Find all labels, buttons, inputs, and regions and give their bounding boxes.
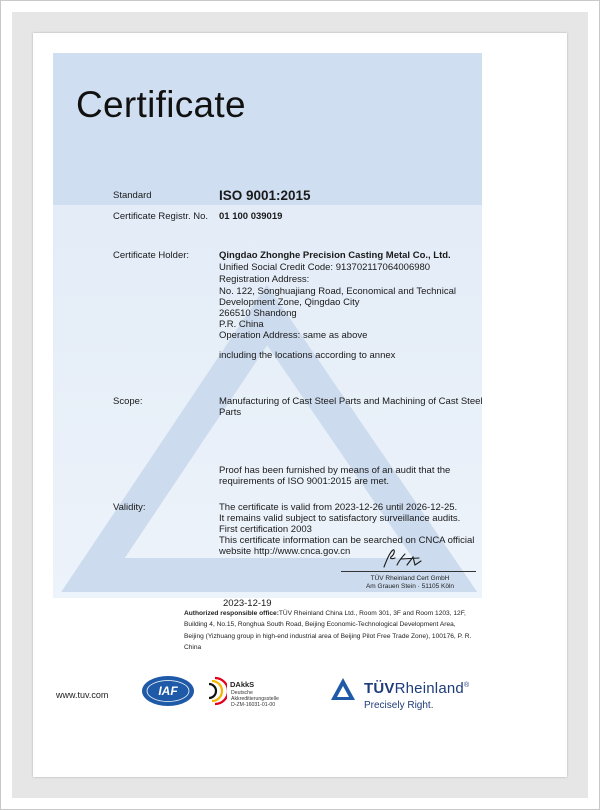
tuv-tagline: Precisely Right. [364, 700, 434, 711]
signature-line [341, 571, 476, 572]
tuv-registered: ® [463, 682, 470, 689]
certificate-title: Certificate [76, 84, 246, 125]
validity-label: Validity: [113, 502, 146, 513]
footer-website: www.tuv.com [56, 690, 109, 700]
holder-credit-code: Unified Social Credit Code: 913702117064006980 [219, 262, 431, 273]
holder-address-heading: Registration Address: [219, 274, 310, 285]
standard-label: Standard [113, 190, 152, 201]
tuv-brand-rest: Rheinland [394, 680, 464, 697]
iaf-label: IAF [158, 684, 178, 698]
validity-line2: It remains valid subject to satisfactory surveillance audits. [219, 513, 461, 524]
holder-label: Certificate Holder: [113, 250, 190, 261]
holder-address-line1: No. 122, Songhuajiang Road, Economical and Technical [219, 286, 456, 297]
dakks-sub3: D-ZM-16031-01-00 [231, 702, 276, 708]
authorized-office [184, 608, 474, 654]
holder-address-line2: Development Zone, Qingdao City [219, 297, 360, 308]
authorized-text: TÜV Rheinland China Ltd., Room 301, 3F and Room 1203, 12F, Building 4, No.15, Ronghua South Road, Beijing Economic-Technological Development Area, Beijing (Yizhuang group in high-end industrial area of Beijing Pilot Free Trade Zone), 100176, P. R. China [184, 610, 472, 652]
proof-line1: Proof has been furnished by means of an audit that the [219, 465, 451, 476]
dakks-label: DAkkS [230, 680, 255, 689]
holder-address-line3: 266510 Shandong [219, 308, 297, 319]
signature-org: TÜV Rheinland Cert GmbH [370, 575, 450, 582]
holder-company: Qingdao Zhonghe Precision Casting Metal Co., Ltd. [219, 250, 451, 261]
certificate-paper [33, 33, 567, 777]
header-band [53, 53, 482, 205]
validity-line4: This certificate information can be searched on CNCA official [219, 535, 475, 546]
standard-value: ISO 9001:2015 [219, 188, 311, 203]
holder-address-line4: P.R. China [219, 319, 264, 330]
dakks-sub1: Deutsche [231, 690, 253, 696]
tuv-triangle-icon [330, 677, 356, 701]
validity-line1: The certificate is valid from 2023-12-26 until 2026-12-25. [219, 502, 458, 513]
registration-value: 01 100 039019 [219, 211, 283, 222]
scope-label: Scope: [113, 396, 143, 407]
tuv-brand-bold: TÜV [364, 680, 395, 697]
iaf-logo [141, 675, 195, 707]
signature-address: Am Grauen Stein · 51105 Köln [365, 583, 455, 590]
proof-line2: requirements of ISO 9001:2015 are met. [219, 476, 390, 487]
scope-line1: Manufacturing of Cast Steel Parts and Machining of Cast Steel [219, 396, 483, 407]
authorized-label: Authorized responsible office: [184, 610, 279, 617]
validity-line5: website http://www.cnca.gov.cn [219, 546, 351, 557]
holder-locations-note: including the locations according to annex [219, 350, 396, 361]
issue-date: 2023-12-19 [223, 598, 272, 609]
scope-line2: Parts [219, 407, 242, 418]
tuv-brand [364, 680, 469, 697]
registration-label: Certificate Registr. No. [113, 211, 209, 222]
signature-mark [381, 547, 425, 571]
dakks-sub2: Akkreditierungsstelle [231, 696, 279, 702]
holder-operation-address: Operation Address: same as above [219, 330, 368, 341]
dakks-logo-mark [203, 676, 227, 706]
validity-line3: First certification 2003 [219, 524, 312, 535]
